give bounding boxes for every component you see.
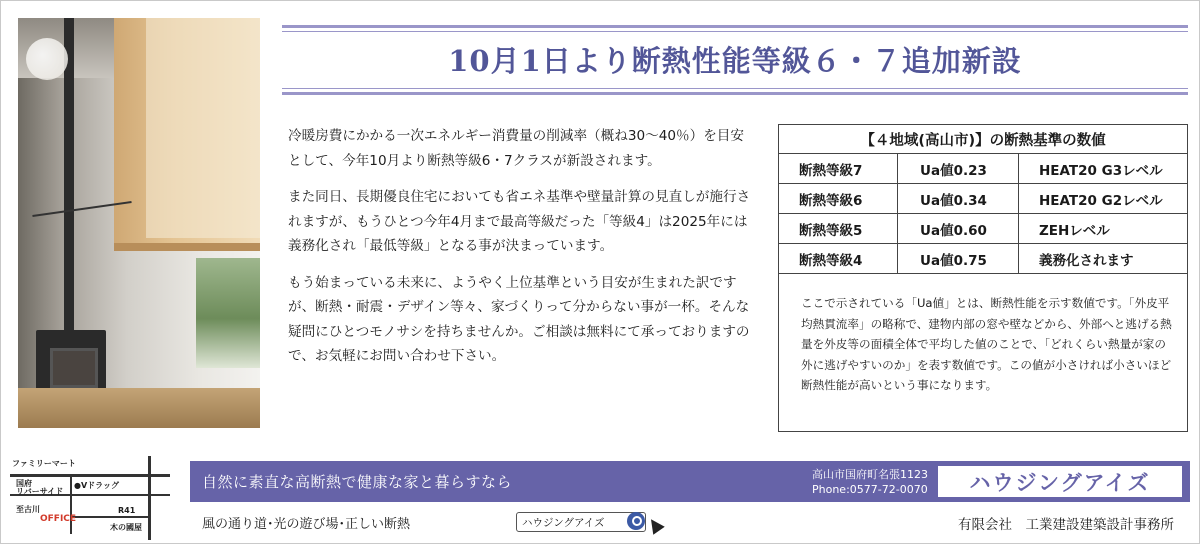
map-label-route: R41 [118,506,136,515]
interior-photo [18,18,260,428]
map-label-riverside: リバーサイド [16,487,64,496]
level-cell: HEAT20 G3レベル [1019,154,1188,184]
table-row [779,214,1187,244]
ua-cell: Ua値0.23 [898,154,1019,184]
paragraph-1: 冷暖房費にかかる一次エネルギー消費量の削減率（概ね30〜40％）を目安として、今年10月より断熱等級6・7クラスが新設されます。 [288,128,744,169]
table-row [779,184,1187,214]
ua-cell: Ua値0.34 [898,184,1019,214]
map-label-kinokuniya: 木の國屋 [110,523,142,532]
spec-table [779,153,1187,274]
company-name: 有限会社 工業建設建築設計事務所 [958,517,1174,533]
brand-logo: ハウジングアイズ [938,466,1182,497]
search-icon[interactable] [627,512,645,530]
insulation-standards-box [778,124,1188,432]
tagline: 風の通り道･光の遊び場･正しい断熱 [202,517,411,532]
spec-title: 【４地域(高山市)】の断熱基準の数値 [860,133,1106,149]
map-road [10,474,170,477]
paragraph-3: もう始まっている未来に、ようやく上位基準という目安が生まれた訳ですが、断熱・耐震・デザイン等々、家づくりって分からない事が一杯。そんな疑問にひとつモノサシを持ちませんか。ご相談は無料にて承っておりますので、お気軽にお問い合わせ下さい。 [288,274,750,364]
level-cell: ZEHレベル [1019,214,1188,244]
table-row [779,244,1187,274]
map-label-kokufu: 国府 [16,479,32,488]
level-cell: 義務化されます [1019,244,1188,274]
map-label-shikoga: 至古川 [16,505,40,514]
table-row [779,154,1187,184]
grade-cell: 断熱等級5 [779,214,898,244]
paragraph-2: また同日、長期優良住宅においても省エネ基準や壁量計算の見直しが施行されますが、もうひとつ今年4月まで最高等級だった「等級4」は2025年には義務化され「最低等級」となる事が決まっています。 [288,189,751,254]
ua-cell: Ua値0.60 [898,214,1019,244]
map-label-office: OFFICE [40,514,77,524]
footer-slogan: 自然に素直な高断熱で健康な家と暮らすなら [202,473,513,491]
ua-cell: Ua値0.75 [898,244,1019,274]
map-road [72,516,148,518]
ua-explanation: ここで示されている「Ua値」とは、断熱性能を示す数値です。「外皮平均熱貫流率」の略称で、建物内部の窓や壁などから、外部へと逃げる熱量を外皮等の面積全体で平均した値のことで、「どれくらい熱量が家の外に逃げやすいのか」を表す数値です。この値が小さければ小さいほど断熱性能が高いという事になります。 [801,296,1172,392]
map-label-vdrug: ●Vドラッグ [74,481,120,490]
company-contact [812,467,928,497]
grade-cell: 断熱等級4 [779,244,898,274]
grade-cell: 断熱等級7 [779,154,898,184]
company-address: 高山市国府町名張1123 [812,468,928,481]
map-road [70,474,72,534]
body-text [288,124,756,381]
title-band [282,25,1188,95]
company-phone: Phone:0577-72-0070 [812,483,928,496]
level-cell: HEAT20 G2レベル [1019,184,1188,214]
page-title: 10月1日より断熱性能等級６・７追加新設 [448,44,1022,78]
map-road [148,456,151,540]
footer-band [190,461,1190,502]
map-label-familymart: ファミリーマート [12,459,76,468]
search-box[interactable]: ハウジングアイズ [516,512,646,532]
access-map [10,456,180,540]
grade-cell: 断熱等級6 [779,184,898,214]
